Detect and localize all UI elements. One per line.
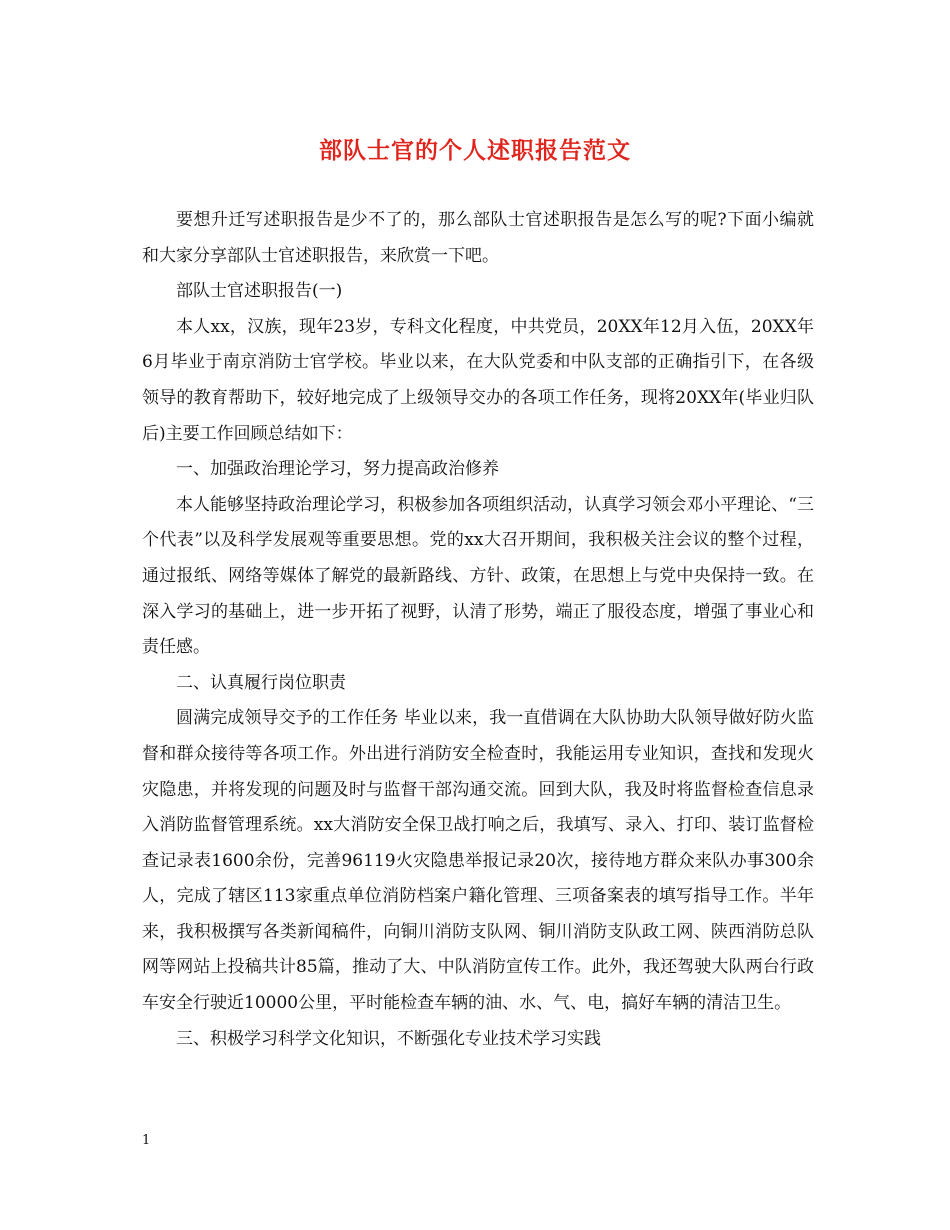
page-number: 1 bbox=[142, 1133, 151, 1148]
section-heading-report-one: 部队士官述职报告(一) bbox=[176, 281, 343, 302]
section-heading-job-duties: 二、认真履行岗位职责 bbox=[176, 672, 346, 693]
job-duties-paragraph: 圆满完成领导交予的工作任务 毕业以来，我一直借调在大队协助大队领导做好防火监督和群众接待等各项工作。外出进行消防安全检查时，我能运用专业知识，查找和发现火灾隐患，并将发现的问题及时与监督干部沟通交流。回到大队，我及时将监督检查信息录入消防监督管理系统。xx大消防安全保卫战打响之后，我填写、录入、打印、装订监督检查记录表1600余份，完善96119火灾隐患举报记录20次，接待地方群众来队办事300余人，完成了辖区113家重点单位消防档案户籍化管理、三项备案表的填写指导工作。半年来，我积极撰写各类新闻稿件，向铜川消防支队网、铜川消防支队政工网、陕西消防总队网等网站上投稿共计85篇，推动了大、中队消防宣传工作。此外，我还驾驶大队两台行政车安全行驶近10000公里，平时能检查车辆的油、水、气、电，搞好车辆的清洁卫生。 bbox=[142, 708, 814, 1014]
intro-paragraph: 要想升迁写述职报告是少不了的，那么部队士官述职报告是怎么写的呢?下面小编就和大家分享部队士官述职报告，来欣赏一下吧。 bbox=[142, 210, 814, 266]
document-title: 部队士官的个人述职报告范文 bbox=[319, 137, 631, 164]
personal-background-paragraph: 本人xx，汉族，现年23岁，专科文化程度，中共党员，20XX年12月入伍，20XX年6月毕业于南京消防士官学校。毕业以来，在大队党委和中队支部的正确指引下，在各级领导的教育帮助下，较好地完成了上级领导交办的各项工作任务，现将20XX年(毕业归队后)主要工作回顾总结如下： bbox=[142, 316, 814, 444]
document-body bbox=[142, 203, 814, 1057]
political-study-paragraph: 本人能够坚持政治理论学习，积极参加各项组织活动，认真学习领会邓小平理论、“三个代表”以及科学发展观等重要思想。党的xx大召开期间，我积极关注会议的整个过程，通过报纸、网络等媒体了解党的最新路线、方针、政策，在思想上与党中央保持一致。在深入学习的基础上，进一步开拓了视野，认清了形势，端正了服役态度，增强了事业心和责任感。 bbox=[142, 494, 814, 658]
section-heading-technical-study: 三、积极学习科学文化知识，不断强化专业技术学习实践 bbox=[176, 1028, 601, 1049]
section-heading-political-study: 一、加强政治理论学习，努力提高政治修养 bbox=[176, 459, 499, 480]
